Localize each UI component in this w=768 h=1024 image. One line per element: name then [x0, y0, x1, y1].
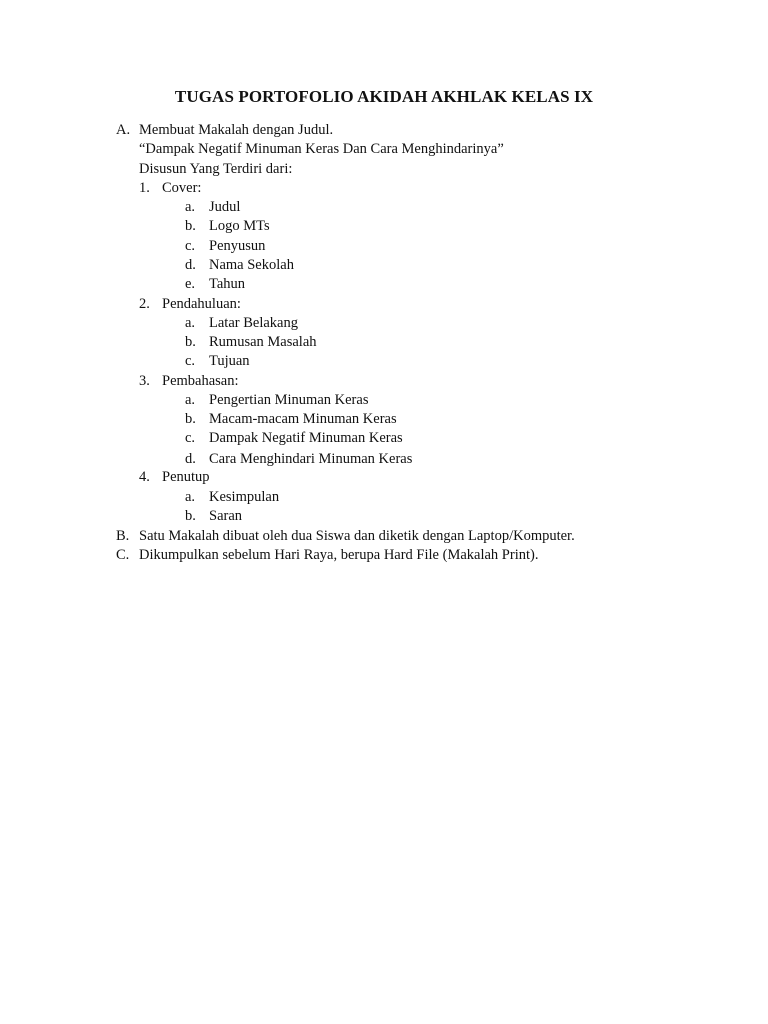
list-item-marker: d.: [185, 451, 196, 467]
section-b-text: Satu Makalah dibuat oleh dua Siswa dan diketik dengan Laptop/Komputer.: [139, 528, 575, 544]
section-c-marker: C.: [116, 547, 130, 563]
list-item-marker: c.: [185, 430, 196, 446]
part-2-marker: 2.: [139, 296, 150, 312]
list-item: Kesimpulan: [209, 489, 280, 505]
list-item-marker: b.: [185, 218, 196, 234]
list-item: Latar Belakang: [209, 315, 298, 331]
list-item-marker: e.: [185, 276, 196, 292]
list-item: Cara Menghindari Minuman Keras: [209, 451, 413, 467]
part-3-marker: 3.: [139, 373, 150, 389]
section-a-quote: “Dampak Negatif Minuman Keras Dan Cara Menghindarinya”: [139, 141, 504, 157]
list-item: Judul: [209, 199, 241, 215]
list-item-marker: c.: [185, 353, 196, 369]
list-item-marker: a.: [185, 489, 196, 505]
section-a-marker: A.: [116, 122, 131, 138]
part-1-label: Cover:: [162, 180, 202, 196]
section-c-text: Dikumpulkan sebelum Hari Raya, berupa Hard File (Makalah Print).: [139, 547, 539, 563]
part-4-label: Penutup: [162, 469, 210, 485]
list-item: Logo MTs: [209, 218, 270, 234]
list-item-marker: d.: [185, 257, 196, 273]
part-1-marker: 1.: [139, 180, 150, 196]
list-item: Saran: [209, 508, 243, 524]
list-item-marker: a.: [185, 392, 196, 408]
list-item: Rumusan Masalah: [209, 334, 317, 350]
list-item: Penyusun: [209, 238, 266, 254]
section-b-marker: B.: [116, 528, 130, 544]
list-item-marker: c.: [185, 238, 196, 254]
list-item: Nama Sekolah: [209, 257, 294, 273]
list-item-marker: a.: [185, 199, 196, 215]
list-item: Macam-macam Minuman Keras: [209, 411, 397, 427]
list-item-marker: b.: [185, 411, 196, 427]
list-item: Pengertian Minuman Keras: [209, 392, 369, 408]
list-item-marker: b.: [185, 508, 196, 524]
list-item: Tujuan: [209, 353, 250, 369]
part-2-label: Pendahuluan:: [162, 296, 241, 312]
list-item: Tahun: [209, 276, 246, 292]
part-3-label: Pembahasan:: [162, 373, 239, 389]
list-item: Dampak Negatif Minuman Keras: [209, 430, 403, 446]
section-a-text: Membuat Makalah dengan Judul.: [139, 122, 334, 138]
list-item-marker: b.: [185, 334, 196, 350]
document-title: TUGAS PORTOFOLIO AKIDAH AKHLAK KELAS IX: [174, 87, 594, 106]
section-a-intro: Disusun Yang Terdiri dari:: [139, 161, 293, 177]
part-4-marker: 4.: [139, 469, 150, 485]
list-item-marker: a.: [185, 315, 196, 331]
